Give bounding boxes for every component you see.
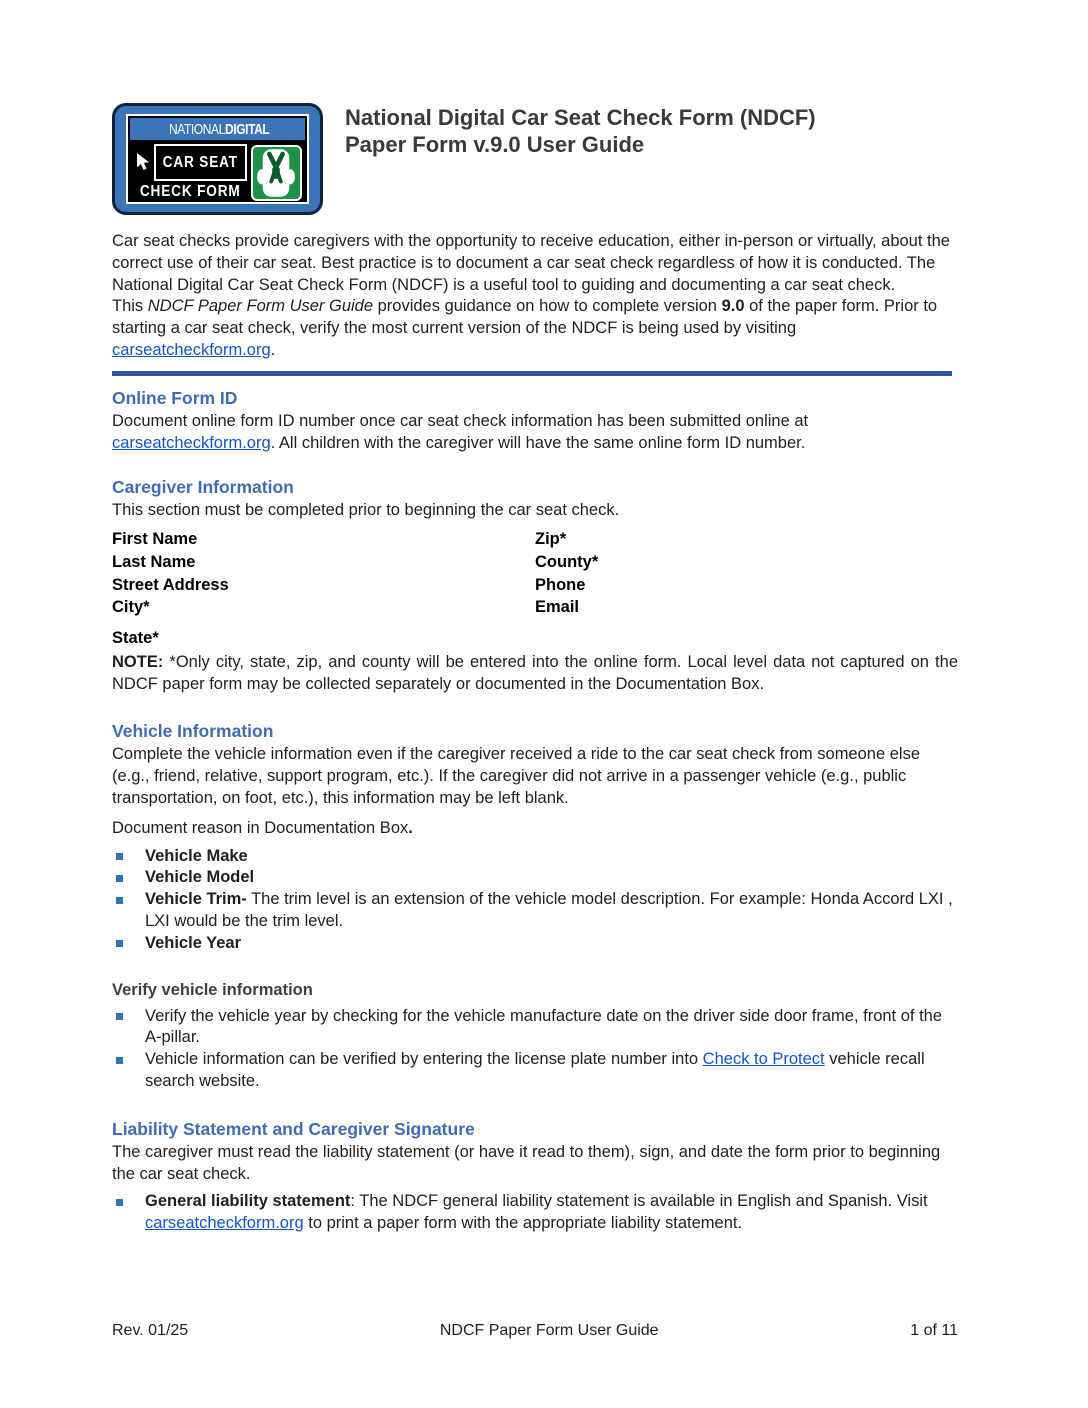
ndcf-logo xyxy=(112,103,323,215)
logo-wordmark-national-digital xyxy=(130,118,305,142)
carseatcheckform-link[interactable]: carseatcheckform.org xyxy=(112,433,271,452)
logo-word-digital: DIGITAL xyxy=(224,121,270,138)
document-page xyxy=(112,103,958,1235)
heading-caregiver-information: Caregiver Information xyxy=(112,477,294,498)
caregiver-fields-list xyxy=(112,528,958,619)
field-label-last-name: Last Name xyxy=(112,552,196,571)
carseatcheckform-link[interactable]: carseatcheckform.org xyxy=(145,1214,304,1233)
list-item-vehicle-trim: Vehicle Trim- The trim level is an extension of the vehicle model description. For example: Honda Accord LXI , LXI would be the trim level. xyxy=(112,889,958,933)
document-header xyxy=(112,103,958,215)
list-item-vehicle-year: Vehicle Year xyxy=(112,933,958,955)
list-item-vehicle-model: Vehicle Model xyxy=(112,867,958,889)
caregiver-intro: This section must be completed prior to beginning the car seat check. xyxy=(112,501,620,520)
liability-intro: The caregiver must read the liability statement (or have it read to them), sign, and date the form prior to beginning the car seat check. xyxy=(112,1142,941,1183)
field-label-first-name: First Name xyxy=(112,530,198,549)
intro-paragraph-2: This NDCF Paper Form User Guide provides guidance on how to complete version 9.0 of the paper form. Prior to starting a car seat check, verify the most current version of the NDCF is being used by visiting carseatcheckform.org. xyxy=(112,297,938,359)
field-label-email: Email xyxy=(535,598,580,617)
heading-online-form-id: Online Form ID xyxy=(112,387,238,408)
heading-liability-statement: Liability Statement and Caregiver Signature xyxy=(112,1118,475,1139)
footer-page-number: 1 of 11 xyxy=(910,1322,958,1339)
list-item-general-liability: General liability statement: The NDCF general liability statement is available in English and Spanish. Visit carseatcheckform.org to print a paper form with the appropriate liability statement. xyxy=(112,1191,958,1235)
logo-word-check-form: CHECK FORM xyxy=(139,183,241,200)
heading-vehicle-information: Vehicle Information xyxy=(112,721,274,742)
vehicle-bullet-list xyxy=(112,846,958,955)
liability-bullet-list xyxy=(112,1191,958,1235)
field-label-phone: Phone xyxy=(535,575,586,594)
version-number: 9.0 xyxy=(721,297,745,316)
logo-word-national: NATIONAL xyxy=(168,121,225,138)
field-label-city: City* xyxy=(112,598,150,617)
car-seat-icon xyxy=(251,145,302,201)
vehicle-intro: Complete the vehicle information even if the caregiver received a ride to the car seat check from someone else (e.g., friend, relative, support program, etc.). If the caregiver did not arrive in a passenger vehicle (e.g., public transportation, on foot, etc.), this information may be left blank. xyxy=(112,745,920,807)
logo-word-car-seat: CAR SEAT xyxy=(154,144,247,181)
page-title xyxy=(345,103,816,215)
verify-bullet-list xyxy=(112,1006,958,1093)
section-divider-rule xyxy=(112,371,952,376)
document-reason-line: Document reason in Documentation Box. xyxy=(112,818,413,837)
footer-document-name: NDCF Paper Form User Guide xyxy=(439,1322,659,1339)
subheading-verify-vehicle-information: Verify vehicle information xyxy=(112,980,313,999)
note-label: NOTE: xyxy=(112,652,164,671)
field-label-state: State* xyxy=(112,628,159,647)
guide-title-italic: NDCF Paper Form User Guide xyxy=(147,297,374,316)
field-label-zip: Zip* xyxy=(535,530,567,549)
page-title-line1: National Digital Car Seat Check Form (NDCF) xyxy=(345,105,816,130)
list-item-verify-year: Verify the vehicle year by checking for the vehicle manufacture date on the driver side door frame, front of the A-pillar. xyxy=(112,1006,958,1050)
list-item-verify-plate: Vehicle information can be verified by entering the license plate number into Check to Protect vehicle recall search website. xyxy=(112,1049,958,1093)
field-label-county: County* xyxy=(535,552,599,571)
page-footer xyxy=(112,1322,958,1340)
caregiver-note: NOTE: *Only city, state, zip, and county will be entered into the online form. Local level data not captured on the NDCF paper form may be collected separately or documented in the Documentation Box. xyxy=(112,652,958,693)
carseatcheckform-link[interactable]: carseatcheckform.org xyxy=(112,340,271,359)
field-label-street-address: Street Address xyxy=(112,575,229,594)
footer-revision: Rev. 01/25 xyxy=(112,1322,189,1339)
page-title-line2: Paper Form v.9.0 User Guide xyxy=(345,132,645,157)
mouse-cursor-icon xyxy=(130,142,154,181)
list-item-vehicle-make: Vehicle Make xyxy=(112,846,958,868)
intro-paragraph-1: Car seat checks provide caregivers with the opportunity to receive education, either in-person or virtually, about the correct use of their car seat. Best practice is to document a car seat check regardless of how it is conducted. The National Digital Car Seat Check Form (NDCF) is a useful tool to guiding and documenting a car seat check. xyxy=(112,232,950,294)
check-to-protect-link[interactable]: Check to Protect xyxy=(702,1050,825,1069)
online-form-id-paragraph: Document online form ID number once car seat check information has been submitted online at carseatcheckform.org. All children with the caregiver will have the same online form ID number. xyxy=(112,411,809,452)
